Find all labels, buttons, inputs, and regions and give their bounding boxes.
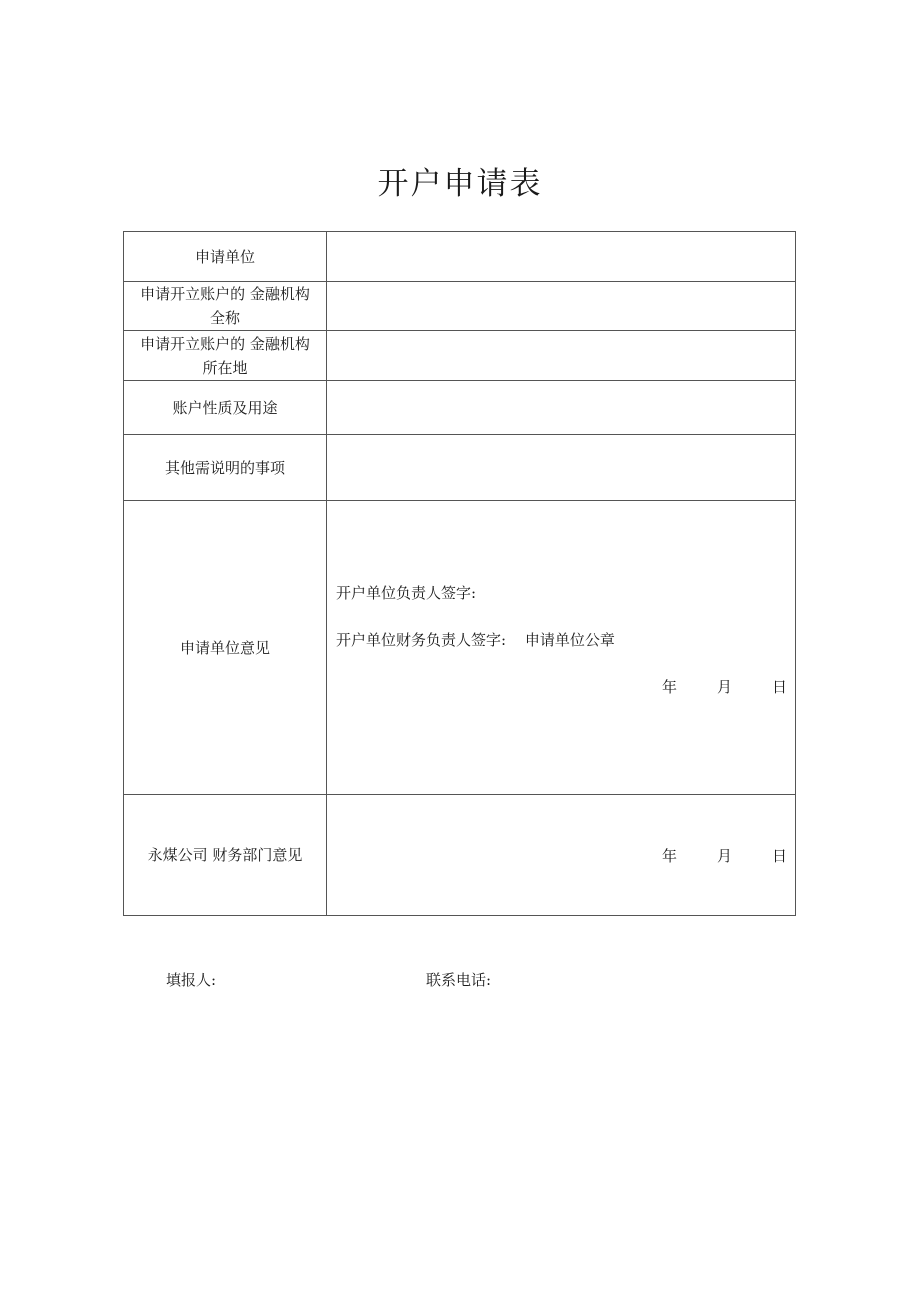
finance-head-signature-label: 开户单位财务负责人签字: — [336, 631, 507, 649]
year-label: 年 — [661, 678, 677, 696]
account-nature-label-text: 账户性质及用途 — [172, 398, 278, 417]
table-row — [124, 331, 796, 381]
page-title: 开户申请表 — [377, 166, 543, 202]
bank-location-field[interactable] — [327, 331, 796, 381]
finance-date-line — [662, 845, 787, 866]
table-row — [124, 501, 796, 795]
finance-dept-opinion-label — [124, 795, 327, 916]
bank-full-name-label-line2: 全称 — [209, 309, 240, 327]
applicant-unit-label-text: 申请单位 — [194, 247, 255, 266]
bank-location-label-line2: 所在地 — [202, 358, 248, 377]
table-row — [124, 435, 796, 501]
bank-full-name-field[interactable] — [327, 282, 796, 331]
applicant-opinion-field[interactable] — [327, 501, 796, 795]
applicant-opinion-label-text: 申请单位意见 — [179, 638, 270, 657]
application-form-table — [123, 231, 796, 916]
finance-dept-opinion-field[interactable] — [327, 795, 796, 916]
finance-head-signature-line — [336, 629, 615, 650]
day-label: 日 — [771, 678, 787, 696]
account-nature-label — [124, 381, 327, 435]
table-row — [124, 381, 796, 435]
other-matters-field[interactable] — [327, 435, 796, 501]
table-row — [124, 232, 796, 282]
year-label: 年 — [661, 847, 677, 865]
head-signature-line — [336, 582, 476, 603]
applicant-date-line — [662, 676, 787, 697]
bank-location-label — [124, 331, 327, 381]
applicant-unit-field[interactable] — [327, 232, 796, 282]
finance-dept-opinion-label-text: 永煤公司 财务部门意见 — [147, 846, 303, 864]
month-label: 月 — [716, 678, 732, 696]
day-label: 日 — [771, 847, 787, 865]
other-matters-label — [124, 435, 327, 501]
applicant-opinion-label — [124, 501, 327, 795]
account-nature-field[interactable] — [327, 381, 796, 435]
table-row — [124, 282, 796, 331]
bank-full-name-label — [124, 282, 327, 331]
bank-full-name-label-line1: 申请开立账户的 金融机构 — [140, 285, 310, 303]
head-signature-label: 开户单位负责人签字: — [336, 584, 477, 602]
filler-label: 填报人: — [166, 971, 217, 989]
unit-seal-label: 申请单位公章 — [524, 631, 615, 649]
phone-label: 联系电话: — [426, 971, 492, 989]
bank-location-label-line1: 申请开立账户的 金融机构 — [140, 334, 310, 353]
month-label: 月 — [716, 847, 732, 865]
applicant-unit-label — [124, 232, 327, 282]
other-matters-label-text: 其他需说明的事项 — [164, 458, 285, 477]
table-row — [124, 795, 796, 916]
